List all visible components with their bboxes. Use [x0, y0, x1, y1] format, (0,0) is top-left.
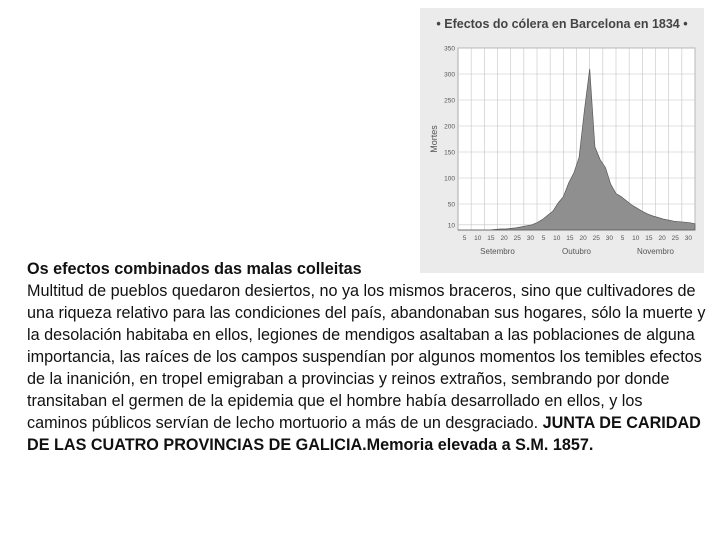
y-tick-label: 350 — [444, 45, 455, 53]
y-tick-label: 200 — [444, 123, 455, 131]
heading: Os efectos combinados das malas colleitas — [27, 260, 362, 278]
x-tick-label: 30 — [684, 235, 693, 242]
x-tick-label: 5 — [462, 235, 467, 242]
month-label: Outubro — [562, 247, 591, 256]
cholera-deaths-chart — [420, 8, 704, 273]
x-tick-label: 10 — [632, 235, 640, 242]
source-citation: JUNTA DE CARIDAD DE LAS CUATRO PROVINCIAS DE GALICIA. — [27, 414, 701, 454]
body-paragraph — [27, 280, 707, 456]
x-tick-label: 30 — [605, 235, 614, 242]
y-tick-label: 50 — [447, 201, 455, 209]
chart-figure — [420, 8, 704, 273]
chart-title: • Efectos do cólera en Barcelona en 1834 • — [436, 17, 688, 31]
x-tick-label: 30 — [526, 235, 535, 242]
month-label: Setembro — [480, 247, 515, 256]
x-tick-label: 25 — [671, 235, 679, 242]
month-label: Novembro — [637, 247, 674, 256]
x-tick-label: 10 — [474, 235, 482, 242]
x-tick-label: 15 — [487, 235, 495, 242]
x-tick-label: 15 — [645, 235, 653, 242]
y-axis-label: Mortes — [429, 125, 439, 153]
x-tick-label: 15 — [566, 235, 574, 242]
y-tick-label: 150 — [444, 149, 455, 157]
x-tick-label: 20 — [658, 235, 666, 242]
x-tick-label: 10 — [553, 235, 561, 242]
y-tick-label: 10 — [447, 222, 455, 230]
x-tick-label: 20 — [500, 235, 508, 242]
y-tick-label: 250 — [444, 97, 455, 105]
x-tick-label: 5 — [620, 235, 625, 242]
x-tick-label: 5 — [541, 235, 546, 242]
y-tick-label: 300 — [444, 71, 455, 79]
x-tick-label: 25 — [592, 235, 600, 242]
x-tick-label: 25 — [513, 235, 521, 242]
source-tail: Memoria elevada a S.M. 1857. — [366, 436, 594, 454]
x-tick-label: 20 — [579, 235, 587, 242]
y-tick-label: 100 — [444, 175, 455, 183]
body-text: Multitud de pueblos quedaron desiertos, no ya los mismos braceros, sino que cultivadores de una riqueza relativo para las condiciones del país, abandonaban sus hogares, sólo la muerte y la desolación habitaba en ellos, legiones de mendigos asaltaban a las poblaciones de alguna importancia, las raíces de los campos suspendían por algunos momentos los temibles efectos de la inanición, en tropel emigraban a provincias y reinos extraños, sembrando por donde transitaban el germen de la epidemia que el hombre había desarrollado en ellos, y los caminos públicos servían de lecho mortuorio a más de un desgraciado. — [27, 282, 706, 432]
text-block — [27, 258, 707, 456]
